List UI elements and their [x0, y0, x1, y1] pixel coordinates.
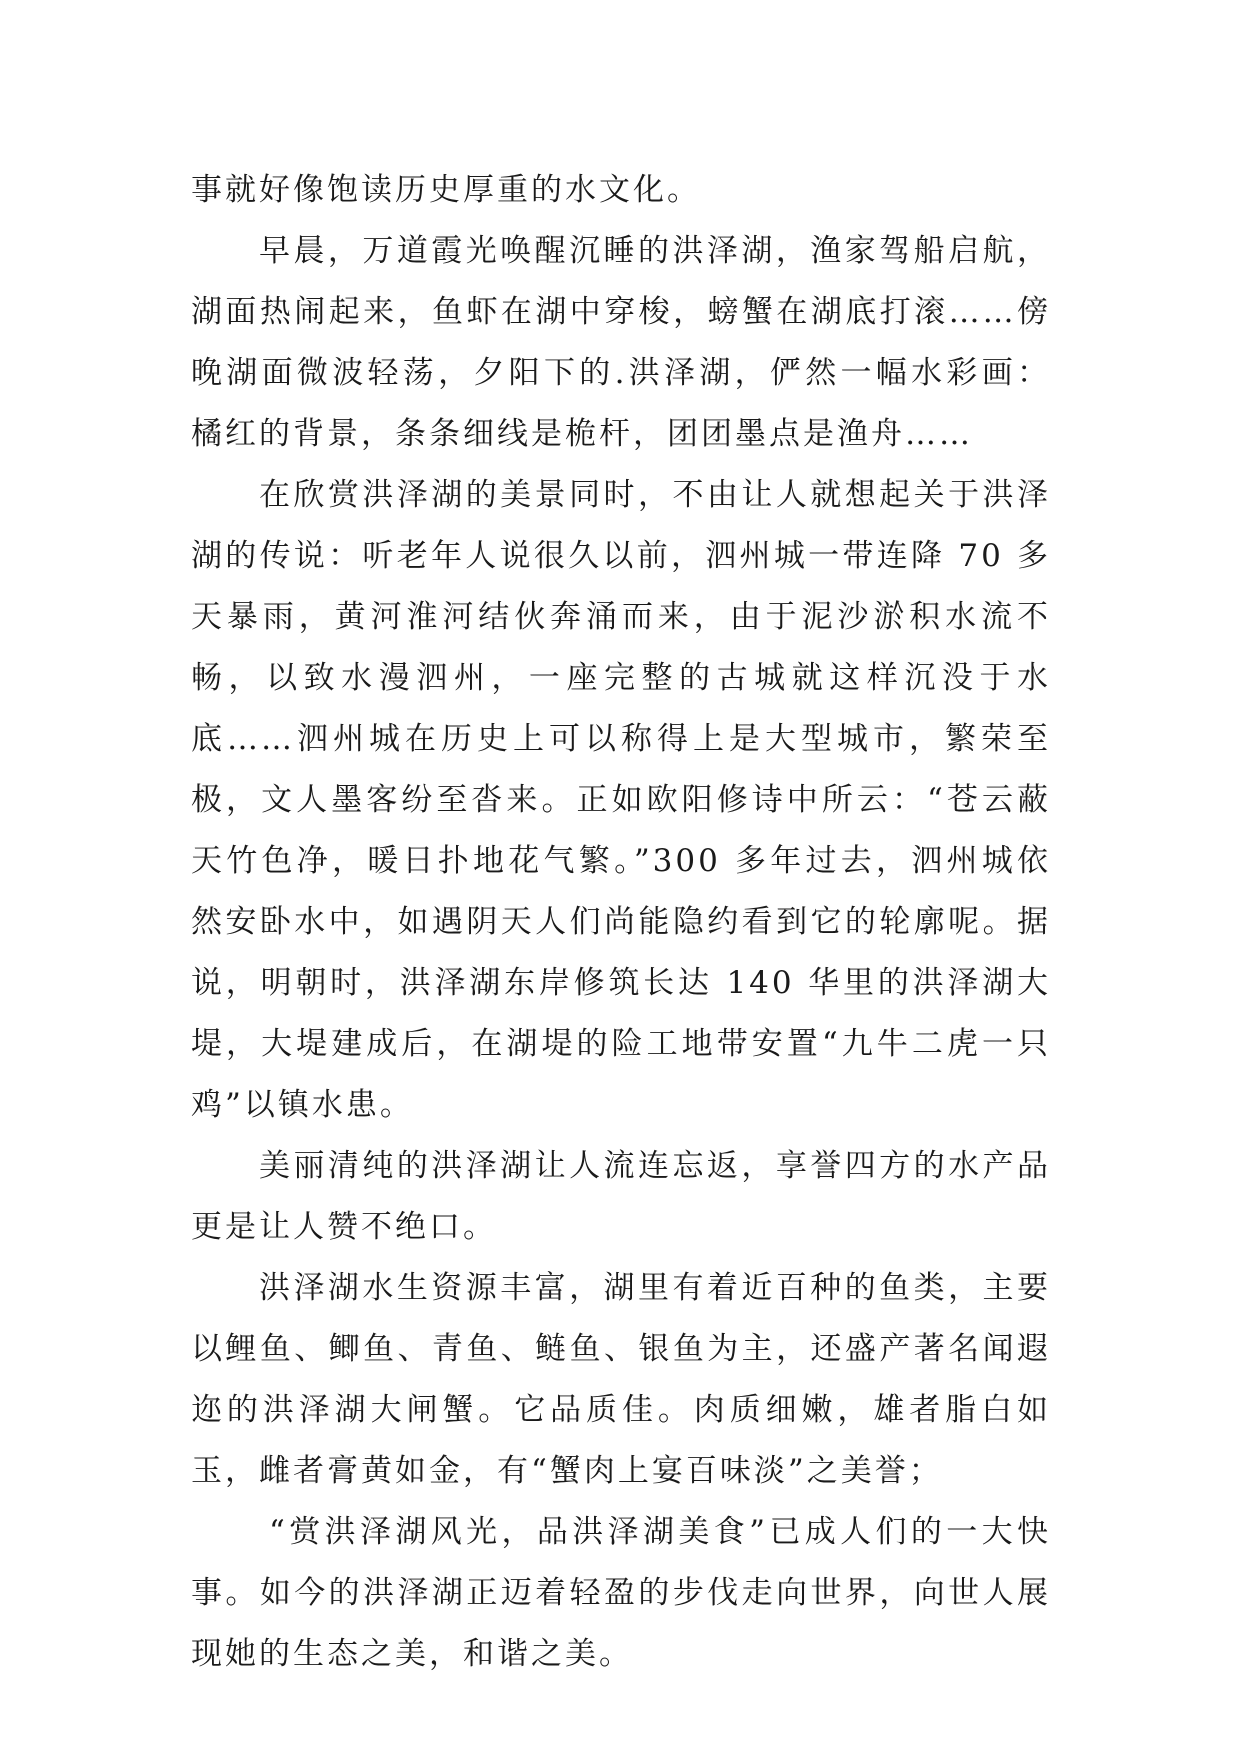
- paragraph-morning-evening: 早晨，万道霞光唤醒沉睡的洪泽湖，渔家驾船启航，湖面热闹起来，鱼虾在湖中穿梭，螃蟹在湖底打滚……傍晚湖面微波轻荡，夕阳下的.洪泽湖，俨然一幅水彩画：橘红的背景，条条细线是桅杆，团团墨点是渔舟……: [191, 233, 1051, 452]
- document-body: [191, 160, 1051, 1685]
- paragraph-aquatic-products: 美丽清纯的洪泽湖让人流连忘返，享誉四方的水产品更是让人赞不绝口。: [191, 1148, 1051, 1245]
- paragraph-resources: 洪泽湖水生资源丰富，湖里有着近百种的鱼类，主要以鲤鱼、鲫鱼、青鱼、鲢鱼、银鱼为主，还盛产著名闻遐迩的洪泽湖大闸蟹。它品质佳。肉质细嫩，雄者脂白如玉，雌者膏黄如金，有“蟹肉上宴百味淡”之美誉；: [191, 1270, 1051, 1489]
- paragraph-conclusion: “赏洪泽湖风光，品洪泽湖美食”已成人们的一大快事。如今的洪泽湖正迈着轻盈的步伐走向世界，向世人展现她的生态之美，和谐之美。: [191, 1514, 1051, 1672]
- paragraph-continuation: 事就好像饱读历史厚重的水文化。: [191, 172, 701, 208]
- paragraph-legend: 在欣赏洪泽湖的美景同时，不由让人就想起关于洪泽湖的传说：听老年人说很久以前，泗州城一带连降 70 多天暴雨，黄河淮河结伙奔涌而来，由于泥沙淤积水流不畅，以致水漫泗州，一座完整的古城就这样沉没于水底……泗州城在历史上可以称得上是大型城市，繁荣至极，文人墨客纷至沓来。正如欧阳修诗中所云：“苍云蔽天竹色净，暖日扑地花气繁。”300 多年过去，泗州城依然安卧水中，如遇阴天人们尚能隐约看到它的轮廓呢。据说，明朝时，洪泽湖东岸修筑长达 140 华里的洪泽湖大堤，大堤建成后，在湖堤的险工地带安置“九牛二虎一只鸡”以镇水患。: [191, 477, 1051, 1123]
